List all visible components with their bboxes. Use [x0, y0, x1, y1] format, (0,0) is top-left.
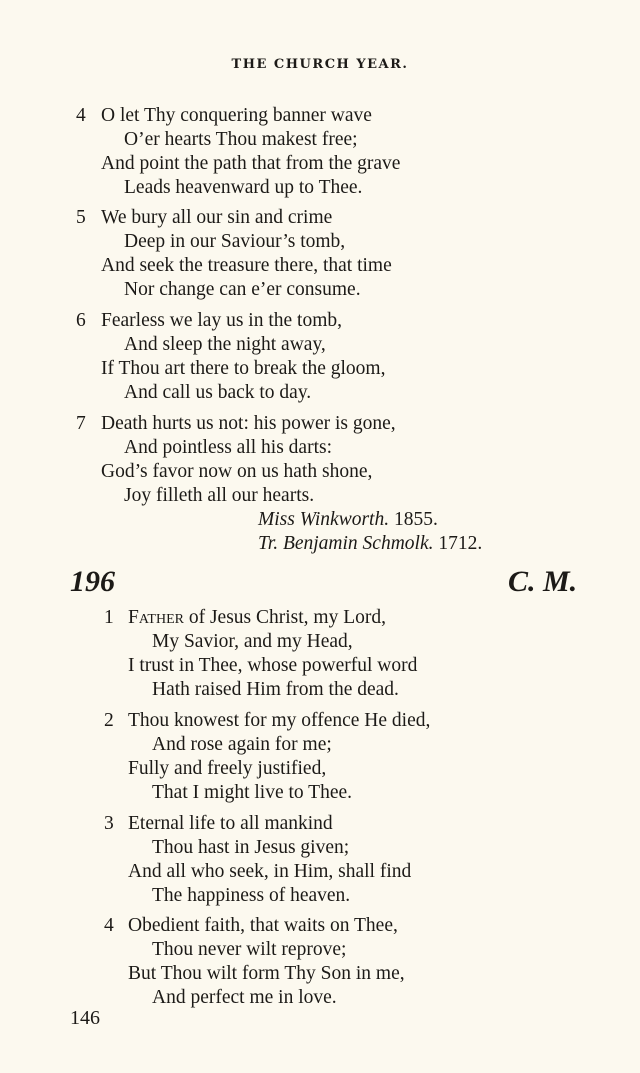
verse-line: And seek the treasure there, that time [101, 255, 392, 276]
verse-line: The happiness of heaven. [152, 885, 351, 906]
stanza-number: 2 [104, 710, 114, 731]
verse-line: God’s favor now on us hath shone, [101, 461, 373, 482]
verse-line: I trust in Thee, whose powerful word [128, 655, 418, 676]
verse-line: And rose again for me; [152, 734, 332, 755]
author-name: Tr. Benjamin Schmolk. [258, 533, 434, 554]
stanza-number: 4 [104, 915, 114, 936]
verse-line [128, 606, 386, 630]
verse-line: If Thou art there to break the gloom, [101, 358, 386, 379]
verse-line: Nor change can e’er consume. [124, 279, 361, 300]
verse-line: Death hurts us not: his power is gone, [101, 413, 396, 434]
verse-line: And point the path that from the grave [101, 153, 401, 174]
verse-line: O let Thy conquering banner wave [101, 105, 372, 126]
verse-line: Joy filleth all our hearts. [124, 485, 315, 506]
verse-line: And call us back to day. [124, 382, 312, 403]
hymn-meter: C. M. [508, 565, 578, 598]
verse-line: And sleep the night away, [124, 334, 326, 355]
first-word: Father [128, 607, 184, 628]
stanza-number: 6 [76, 310, 86, 331]
stanza-number: 4 [76, 105, 86, 126]
translator-year: 1855. [393, 509, 438, 530]
author-attribution [258, 532, 482, 556]
verse-line-rest: of Jesus Christ, my Lord, [188, 607, 387, 628]
translator-name: Miss Winkworth. [258, 509, 390, 530]
verse-line: And pointless all his darts: [124, 437, 332, 458]
verse-line: Fully and freely justified, [128, 758, 327, 779]
verse-line: Thou hast in Jesus given; [152, 837, 350, 858]
stanza-number: 3 [104, 813, 114, 834]
verse-line: And perfect me in love. [152, 987, 337, 1008]
verse-line: We bury all our sin and crime [101, 207, 333, 228]
verse-line: Leads heavenward up to Thee. [124, 177, 363, 198]
running-head: THE CHURCH YEAR. [231, 57, 409, 72]
verse-line: O’er hearts Thou makest free; [124, 129, 358, 150]
verse-line: But Thou wilt form Thy Son in me, [128, 963, 405, 984]
verse-line: Deep in our Saviour’s tomb, [124, 231, 346, 252]
verse-line: Fearless we lay us in the tomb, [101, 310, 342, 331]
page-number: 146 [70, 1007, 100, 1029]
verse-line: Thou never wilt reprove; [152, 939, 347, 960]
stanza-number: 1 [104, 607, 114, 628]
stanza-number: 5 [76, 207, 86, 228]
verse-line: Eternal life to all mankind [128, 813, 333, 834]
verse-line: Hath raised Him from the dead. [152, 679, 399, 700]
verse-line: That I might live to Thee. [152, 782, 353, 803]
verse-line: And all who seek, in Him, shall find [128, 861, 412, 882]
verse-line: Obedient faith, that waits on Thee, [128, 915, 398, 936]
verse-line: Thou knowest for my offence He died, [128, 710, 431, 731]
verse-line: My Savior, and my Head, [152, 631, 353, 652]
hymn-number: 196 [70, 565, 115, 598]
translator-attribution [258, 508, 438, 532]
author-year: 1712. [438, 533, 483, 554]
stanza-number: 7 [76, 413, 86, 434]
